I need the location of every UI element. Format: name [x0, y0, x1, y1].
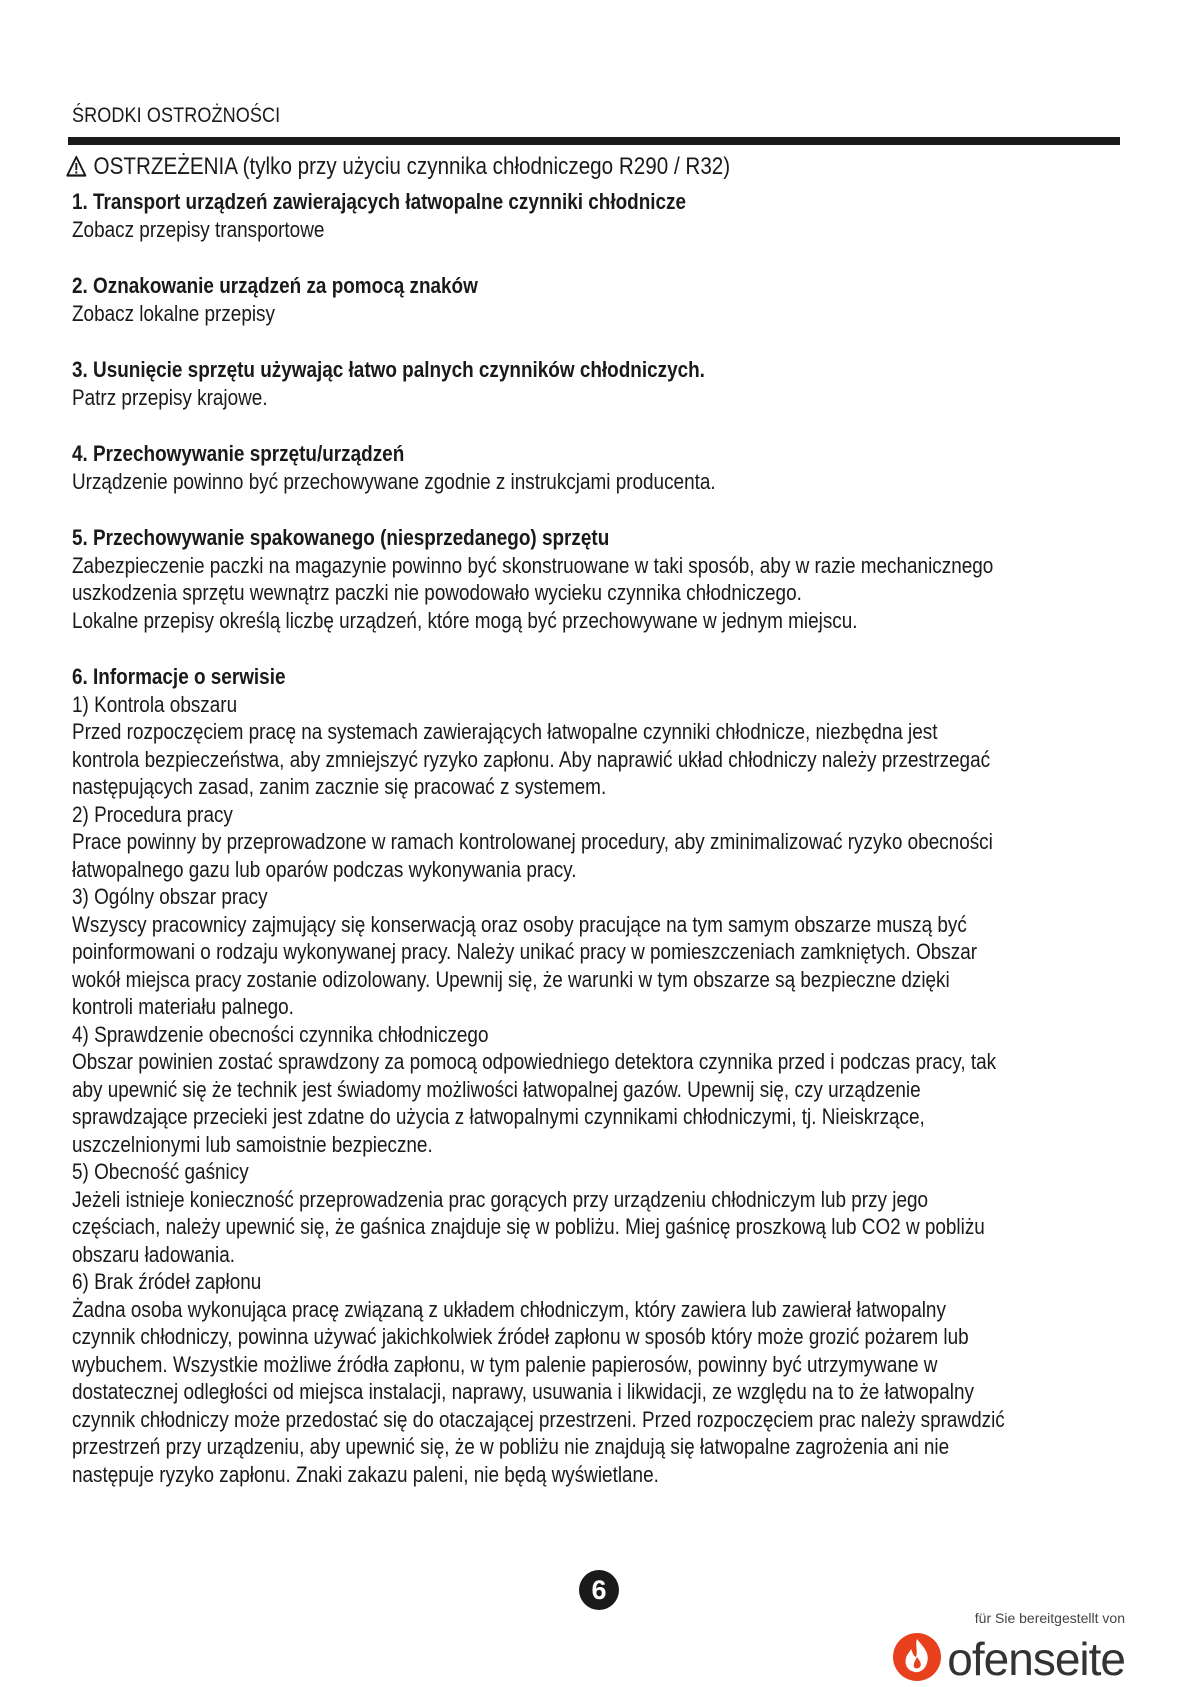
section-line: Żadna osoba wykonująca pracę związaną z układem chłodniczym, który zawiera lub zawierał łatwopalny — [72, 1296, 946, 1322]
section-title: 5. Przechowywanie spakowanego (niesprzedanego) sprzętu — [72, 525, 610, 550]
section-title: 1. Transport urządzeń zawierających łatwopalne czynniki chłodnicze — [72, 189, 687, 214]
section-line: dostatecznej odległości od miejsca instalacji, naprawy, usuwania i likwidacji, ze względu na to że łatwopalny — [72, 1379, 974, 1404]
section-line: 5) Obecność gaśnicy — [72, 1159, 249, 1184]
section-line: 2) Procedura pracy — [72, 801, 233, 827]
section-line: następujących zasad, zanim zacznie się pracować z systemem. — [72, 774, 607, 799]
page-header-title: ŚRODKI OSTROŻNOŚCI — [72, 104, 281, 127]
warning-heading — [66, 153, 730, 181]
footer-caption: für Sie bereitgestellt von — [974, 1610, 1125, 1626]
section-line: sprawdzające przecieki jest zdatne do użycia z łatwopalnymi czynnikami chłodniczymi, tj. Nieiskrzące, — [72, 1104, 925, 1129]
section-line: Jeżeli istnieje konieczność przeprowadzenia prac gorących przy urządzeniu chłodniczym lub przy jego — [72, 1186, 929, 1212]
section-line: 3) Ogólny obszar pracy — [72, 884, 268, 909]
section-line: łatwopalnego gazu lub oparów podczas wykonywania pracy. — [72, 856, 577, 882]
section-title: 2. Oznakowanie urządzeń za pomocą znaków — [72, 273, 478, 298]
section-line: Zobacz lokalne przepisy — [72, 300, 275, 326]
section-line: poinformowani o rodzaju wykonywanej pracy. Należy unikać pracy w pomieszczeniach zamkniętych. Obszar — [72, 939, 978, 964]
section-line: Urządzenie powinno być przechowywane zgodnie z instrukcjami producenta. — [72, 468, 716, 494]
section-line: czynnik chłodniczy, powinna używać jakichkolwiek źródeł zapłonu w sposób który może grozić pożarem lub — [72, 1324, 969, 1349]
section — [72, 440, 1121, 495]
section-title: 3. Usunięcie sprzętu używając łatwo palnych czynników chłodniczych. — [72, 357, 705, 382]
section-line: 4) Sprawdzenie obecności czynnika chłodniczego — [72, 1021, 489, 1047]
section-line: uszkodzenia sprzętu wewnątrz paczki nie powodowało wycieku czynnika chłodniczego. — [72, 580, 802, 605]
flame-logo-icon — [891, 1630, 943, 1687]
section-line: obszaru ładowania. — [72, 1241, 236, 1267]
warning-text: OSTRZEŻENIA (tylko przy użyciu czynnika chłodniczego R290 / R32) — [93, 153, 731, 180]
header-rule — [68, 137, 1120, 145]
section-line: czynnik chłodniczy może przedostać się do otaczającej przestrzeni. Przed rozpoczęciem prac należy sprawdzić — [72, 1406, 1005, 1432]
section-line: kontroli materiału palnego. — [72, 994, 294, 1019]
section — [72, 524, 1121, 634]
section-line: aby upewnić się że technik jest świadomy możliwości łatwopalnej gazów. Upewnij się, czy urządzenie — [72, 1076, 921, 1102]
section-line: Przed rozpoczęciem pracę na systemach zawierających łatwopalne czynniki chłodnicze, niezbędna jest — [72, 719, 938, 744]
section-line: uszczelnionymi lub samoistnie bezpieczne. — [72, 1131, 433, 1157]
section-title: 4. Przechowywanie sprzętu/urządzeń — [72, 441, 405, 466]
warning-triangle-icon — [66, 153, 94, 180]
brand-name: ofenseite — [947, 1632, 1125, 1685]
section-title: 6. Informacje o serwisie — [72, 664, 286, 689]
section-line: przestrzeń przy urządzeniu, aby upewnić się, że w pobliżu nie znajdują się łatwopalne zagrożenia ani nie — [72, 1434, 950, 1459]
section-line: 6) Brak źródeł zapłonu — [72, 1269, 262, 1294]
section-line: częściach, należy upewnić się, że gaśnica znajduje się w pobliżu. Miej gaśnicę proszkową lub CO2 w pobliżu — [72, 1214, 985, 1239]
section-line: wokół miejsca pracy zostanie odizolowany. Upewnij się, że warunki w tym obszarze są bezpieczne dzięki — [72, 966, 950, 992]
section — [72, 188, 1121, 243]
section-line: kontrola bezpieczeństwa, aby zmniejszyć ryzyko zapłonu. Aby naprawić układ chłodniczy należy przestrzegać — [72, 746, 991, 772]
section — [72, 356, 1121, 411]
section — [72, 663, 1121, 1488]
section-line: następuje ryzyko zapłonu. Znaki zakazu paleni, nie będą wyświetlane. — [72, 1461, 659, 1487]
section-line: Prace powinny by przeprowadzone w ramach kontrolowanej procedury, aby zminimalizować ryzyko obecności — [72, 829, 993, 854]
section-line: 1) Kontrola obszaru — [72, 691, 238, 717]
section-line: Zabezpieczenie paczki na magazynie powinno być skonstruowane w taki sposób, aby w razie mechanicznego — [72, 552, 994, 578]
section-line: Patrz przepisy krajowe. — [72, 384, 268, 410]
section-line: Wszyscy pracownicy zajmujący się konserwacją oraz osoby pracujące na tym samym obszarze muszą być — [72, 911, 967, 937]
section-line: Obszar powinien zostać sprawdzony za pomocą odpowiedniego detektora czynnika przed i podczas pracy, tak — [72, 1049, 997, 1074]
section — [72, 272, 1121, 327]
section-line: wybuchem. Wszystkie możliwe źródła zapłonu, w tym palenie papierosów, powinny być utrzymywane w — [72, 1351, 938, 1377]
footer-brand — [891, 1610, 1125, 1687]
page-number: 6 — [579, 1570, 619, 1610]
section-line: Lokalne przepisy określą liczbę urządzeń, które mogą być przechowywane w jednym miejscu. — [72, 607, 858, 633]
section-line: Zobacz przepisy transportowe — [72, 216, 325, 242]
sections-container — [72, 188, 1121, 1517]
